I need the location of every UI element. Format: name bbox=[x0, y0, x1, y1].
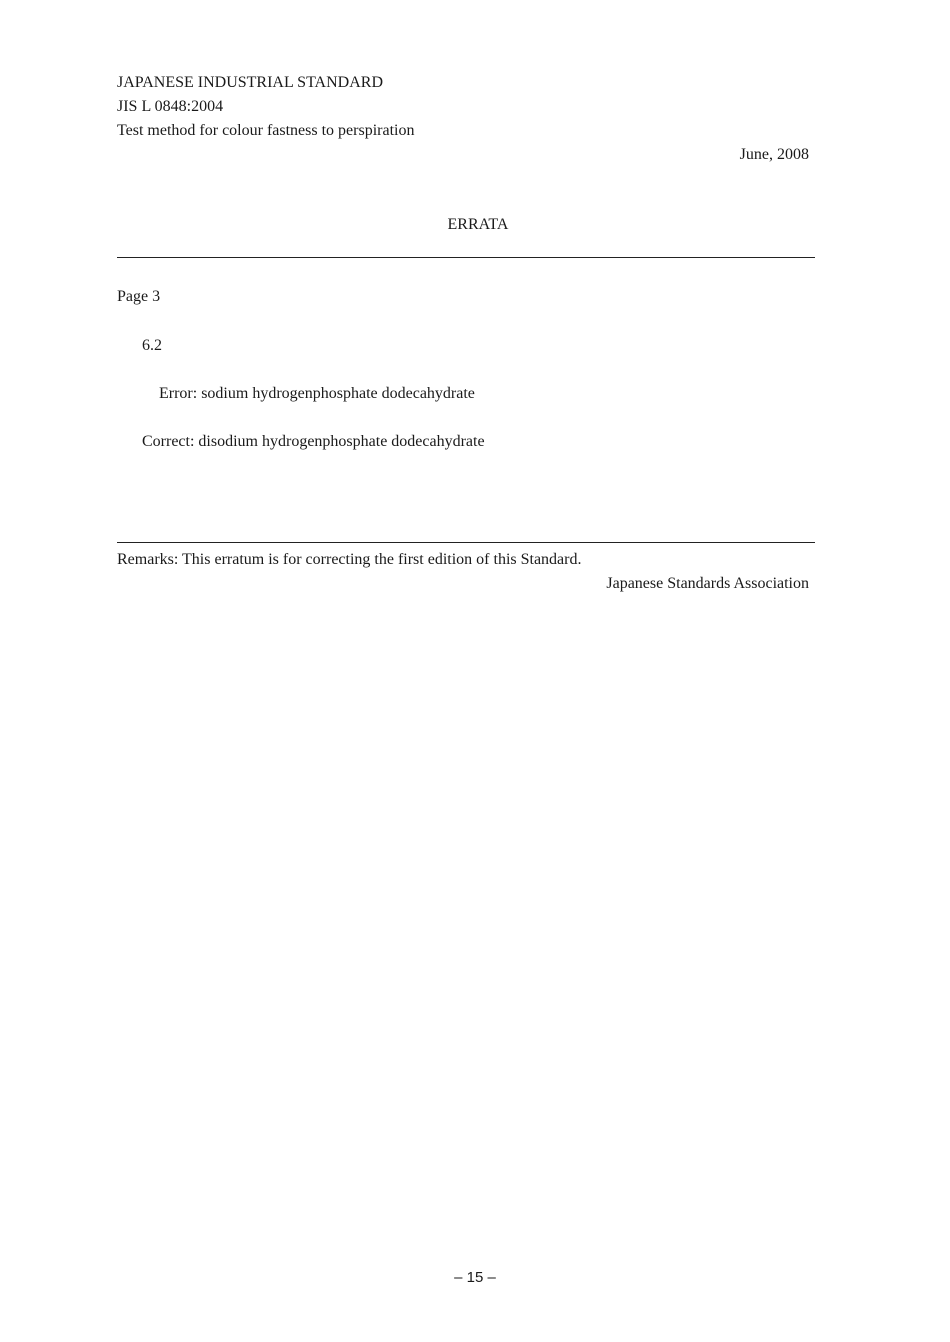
bottom-divider bbox=[117, 542, 815, 543]
page-number: – 15 – bbox=[454, 1269, 496, 1286]
remarks-text: Remarks: This erratum is for correcting the first edition of this Standard. bbox=[117, 551, 582, 568]
standard-code: JIS L 0848:2004 bbox=[117, 98, 224, 115]
top-divider bbox=[117, 257, 815, 258]
error-entry: Error: sodium hydrogenphosphate dodecahydrate bbox=[159, 385, 475, 402]
page-reference: Page 3 bbox=[117, 288, 161, 305]
publisher-name: Japanese Standards Association bbox=[606, 575, 809, 592]
correct-entry: Correct: disodium hydrogenphosphate dodecahydrate bbox=[142, 433, 485, 450]
errata-heading: ERRATA bbox=[447, 216, 509, 233]
standard-title: Test method for colour fastness to perspiration bbox=[117, 122, 415, 139]
clause-number: 6.2 bbox=[142, 337, 162, 354]
standard-org: JAPANESE INDUSTRIAL STANDARD bbox=[117, 74, 383, 91]
errata-date: June, 2008 bbox=[739, 146, 809, 163]
